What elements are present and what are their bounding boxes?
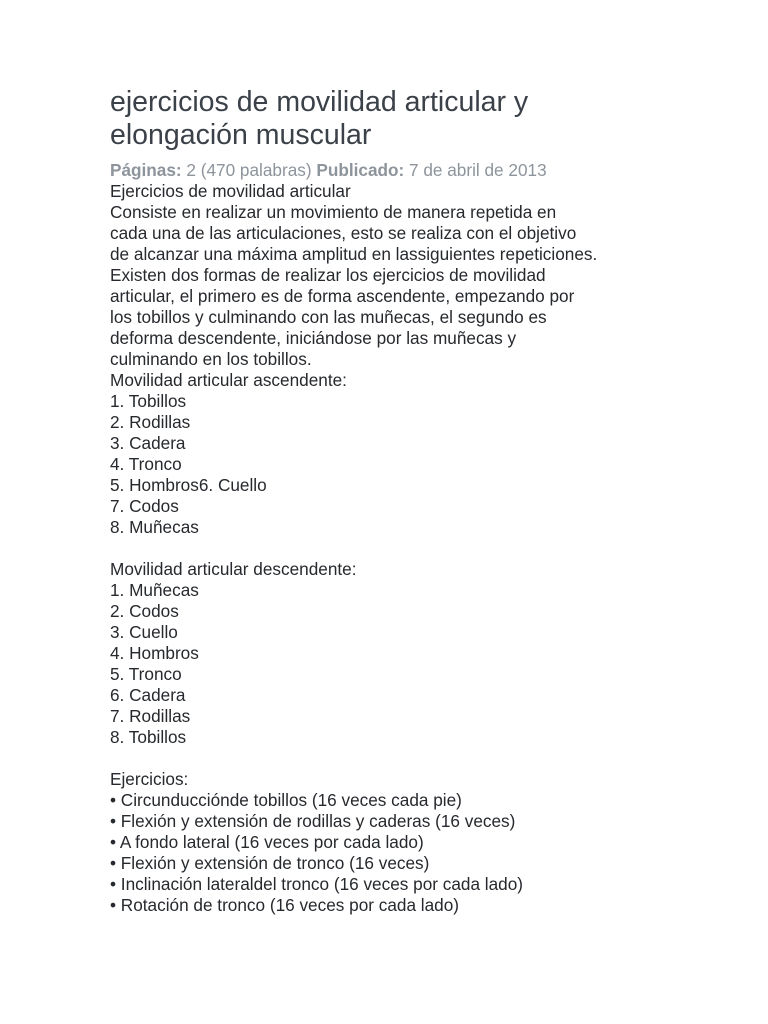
body-line (110, 748, 730, 769)
body-line: 8. Tobillos (110, 727, 187, 747)
body-line: • A fondo lateral (16 veces por cada lado) (110, 832, 424, 852)
pages-value: 2 (470 palabras) (186, 160, 312, 180)
published-label: Publicado: (316, 160, 405, 180)
body-line: 3. Cuello (110, 622, 178, 642)
title-line: elongación muscular (110, 119, 372, 151)
body-line: 7. Rodillas (110, 706, 191, 726)
document-page (110, 86, 730, 916)
body-line: • Inclinación lateraldel tronco (16 veces por cada lado) (110, 874, 524, 894)
document-body (110, 181, 730, 916)
title-line: ejercicios de movilidad articular y (110, 86, 529, 118)
pages-label: Páginas: (110, 160, 182, 180)
body-line: Movilidad articular descendente: (110, 559, 357, 579)
body-line: 5. Tronco (110, 664, 182, 684)
body-line: • Flexión y extensión de tronco (16 veces) (110, 853, 430, 873)
body-line: de alcanzar una máxima amplitud en lassiguientes repeticiones. (110, 244, 598, 264)
body-line: 2. Rodillas (110, 412, 191, 432)
body-line: 7. Codos (110, 496, 179, 516)
body-line: los tobillos y culminando con las muñecas, el segundo es (110, 307, 547, 327)
body-line: • Circunducciónde tobillos (16 veces cada pie) (110, 790, 462, 810)
body-line: 3. Cadera (110, 433, 186, 453)
body-line: 6. Cadera (110, 685, 186, 705)
body-line: Consiste en realizar un movimiento de manera repetida en (110, 202, 557, 222)
body-line: • Rotación de tronco (16 veces por cada lado) (110, 895, 460, 915)
body-line: Movilidad articular ascendente: (110, 370, 347, 390)
body-line: 2. Codos (110, 601, 179, 621)
body-line: 4. Hombros (110, 643, 199, 663)
body-line: 8. Muñecas (110, 517, 199, 537)
body-line: 1. Tobillos (110, 391, 187, 411)
body-line: Ejercicios: (110, 769, 189, 789)
published-value: 7 de abril de 2013 (409, 160, 547, 180)
body-line: 1. Muñecas (110, 580, 199, 600)
document-meta (110, 160, 730, 181)
body-line: 5. Hombros6. Cuello (110, 475, 267, 495)
body-line: cada una de las articulaciones, esto se realiza con el objetivo (110, 223, 577, 243)
body-line: articular, el primero es de forma ascendente, empezando por (110, 286, 575, 306)
body-line: Existen dos formas de realizar los ejercicios de movilidad (110, 265, 546, 285)
body-line: Ejercicios de movilidad articular (110, 181, 351, 201)
body-line: culminando en los tobillos. (110, 349, 312, 369)
body-line (110, 538, 730, 559)
document-title (110, 86, 730, 152)
body-line: 4. Tronco (110, 454, 182, 474)
body-line: • Flexión y extensión de rodillas y caderas (16 veces) (110, 811, 516, 831)
body-line: deforma descendente, iniciándose por las muñecas y (110, 328, 517, 348)
